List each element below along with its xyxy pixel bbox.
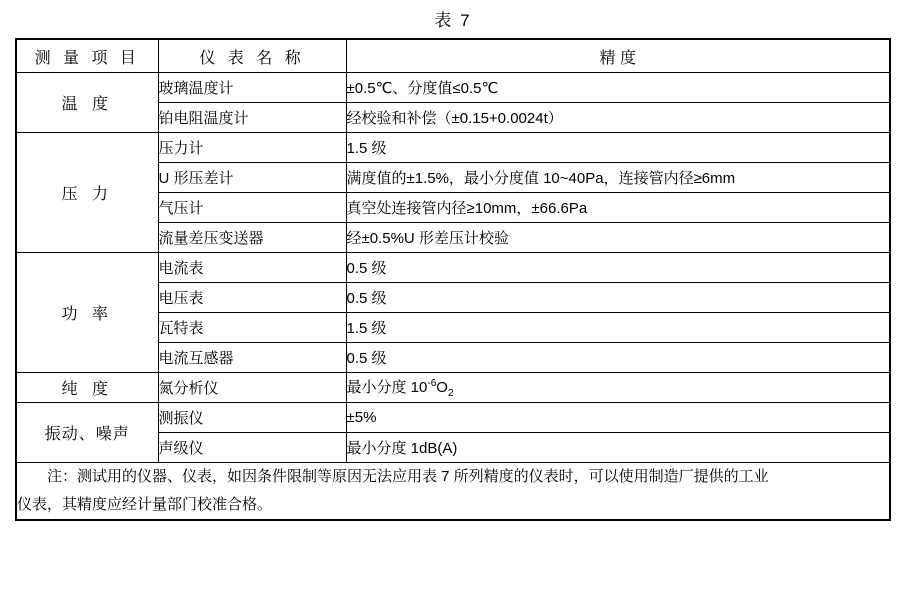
accuracy-value — [346, 373, 890, 403]
category-purity: 纯 度 — [16, 373, 158, 403]
accuracy-element: O — [436, 379, 448, 396]
table-note-row — [16, 463, 890, 520]
instrument-name: 电流互感器 — [158, 343, 346, 373]
accuracy-value: 满度值的±1.5%，最小分度值 10~40Pa，连接管内径≥6mm — [346, 163, 890, 193]
accuracy-value: 0.5 级 — [346, 343, 890, 373]
header-measurement-item: 测 量 项 目 — [16, 39, 158, 73]
accuracy-value: ±5% — [346, 403, 890, 433]
note-line-2: 仪表，其精度应经计量部门校准合格。 — [17, 495, 273, 513]
header-instrument-name: 仪 表 名 称 — [158, 39, 346, 73]
accuracy-value: 1.5 级 — [346, 133, 890, 163]
measurement-accuracy-table — [15, 38, 891, 521]
instrument-name: 测振仪 — [158, 403, 346, 433]
category-vibration-noise: 振动、噪声 — [16, 403, 158, 463]
instrument-name: 气压计 — [158, 193, 346, 223]
instrument-name: 电流表 — [158, 253, 346, 283]
accuracy-prefix: 最小分度 10 — [346, 379, 428, 396]
table-caption: 表 7 — [434, 11, 472, 30]
accuracy-value: 真空处连接管内径≥10mm，±66.6Pa — [346, 193, 890, 223]
accuracy-value: 经校验和补偿（±0.15+0.0024t） — [346, 103, 890, 133]
table-row — [16, 373, 890, 403]
accuracy-value: 1.5 级 — [346, 313, 890, 343]
accuracy-value: 0.5 级 — [346, 253, 890, 283]
category-power: 功 率 — [16, 253, 158, 373]
instrument-name: U 形压差计 — [158, 163, 346, 193]
category-pressure: 压 力 — [16, 133, 158, 253]
header-accuracy: 精 度 — [346, 39, 890, 73]
accuracy-subscript: 2 — [447, 388, 454, 399]
instrument-name: 铂电阻温度计 — [158, 103, 346, 133]
accuracy-value: 0.5 级 — [346, 283, 890, 313]
table-row — [16, 133, 890, 163]
category-temperature: 温 度 — [16, 73, 158, 133]
accuracy-exponent: -6 — [427, 378, 437, 389]
instrument-name: 压力计 — [158, 133, 346, 163]
accuracy-value: 最小分度 1dB(A) — [346, 433, 890, 463]
table-note — [16, 463, 890, 520]
table-body — [16, 73, 890, 520]
table-row — [16, 253, 890, 283]
instrument-name: 声级仪 — [158, 433, 346, 463]
instrument-name: 电压表 — [158, 283, 346, 313]
instrument-name: 瓦特表 — [158, 313, 346, 343]
accuracy-value: ±0.5℃、分度值≤0.5℃ — [346, 73, 890, 103]
instrument-name: 流量差压变送器 — [158, 223, 346, 253]
table-header — [16, 39, 890, 73]
table-row — [16, 73, 890, 103]
table-row — [16, 403, 890, 433]
table-header-row — [16, 39, 890, 73]
instrument-name: 氮分析仪 — [158, 373, 346, 403]
note-line-1: 注：测试用的仪器、仪表，如因条件限制等原因无法应用表 7 所列精度的仪表时，可以使用制造厂提供的工业 — [47, 468, 769, 485]
instrument-name: 玻璃温度计 — [158, 73, 346, 103]
accuracy-value: 经±0.5%U 形差压计校验 — [346, 223, 890, 253]
